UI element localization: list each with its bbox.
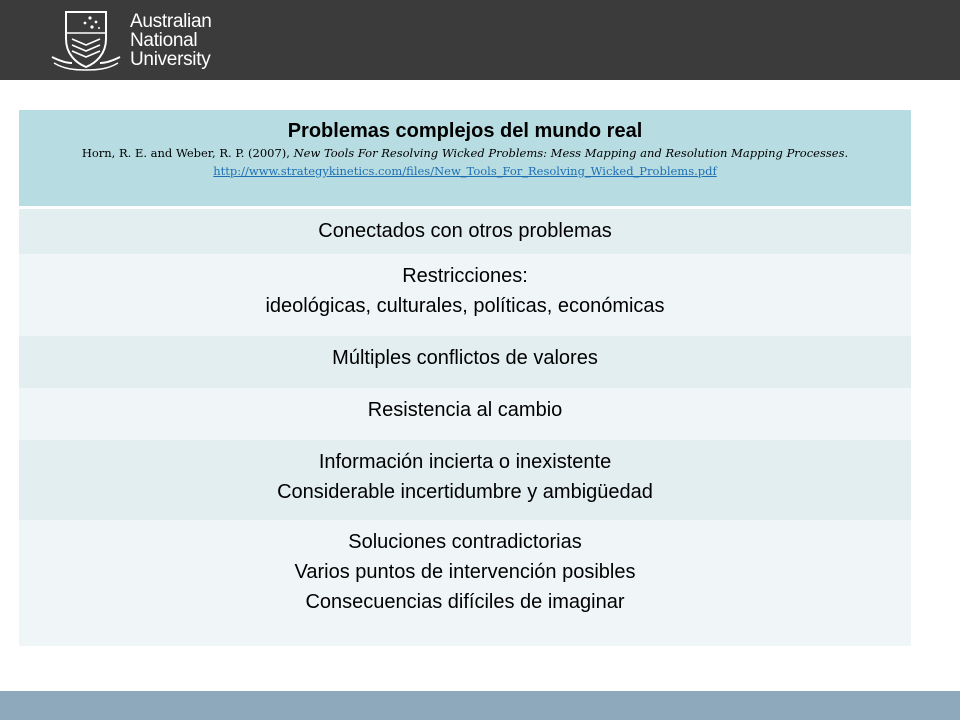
anu-crest-icon [50, 9, 122, 71]
logo-wordmark [130, 12, 212, 69]
row-line: Varios puntos de intervención posibles [294, 561, 636, 583]
row-line: Información incierta o inexistente [318, 451, 612, 473]
table-title: Problemas complejos del mundo real [287, 120, 643, 142]
table-row [19, 388, 911, 440]
row-line: Restricciones: [402, 265, 528, 287]
citation-authors: Horn, R. E. and Weber, R. P. (2007), [81, 146, 294, 160]
citation [82, 144, 848, 162]
table-row [19, 336, 911, 388]
logo-line-3: University [130, 48, 211, 70]
row-line: Resistencia al cambio [367, 399, 563, 421]
table-row [19, 440, 911, 520]
table-row [19, 520, 911, 646]
table-row [19, 209, 911, 254]
row-line: ideológicas, culturales, políticas, económicas [265, 295, 665, 317]
table-header-row [19, 110, 911, 206]
bottom-bar [0, 691, 960, 720]
logo-line-1: Australian [130, 10, 212, 32]
row-line: Consecuencias difíciles de imaginar [305, 591, 625, 613]
row-line: Soluciones contradictorias [348, 531, 582, 553]
table-row [19, 254, 911, 336]
citation-title: New Tools For Resolving Wicked Problems: Mess Mapping and Resolution Mapping Processes. [293, 146, 849, 160]
citation-link[interactable]: http://www.strategykinetics.com/files/New_Tools_For_Resolving_Wicked_Problems.pdf [213, 164, 717, 178]
wicked-problems-table [19, 110, 911, 646]
anu-logo [50, 8, 212, 72]
top-bar [0, 0, 960, 80]
row-line: Conectados con otros problemas [318, 220, 612, 242]
row-line: Múltiples conflictos de valores [332, 347, 598, 369]
logo-line-2: National [130, 29, 198, 51]
row-line: Considerable incertidumbre y ambigüedad [277, 481, 653, 503]
